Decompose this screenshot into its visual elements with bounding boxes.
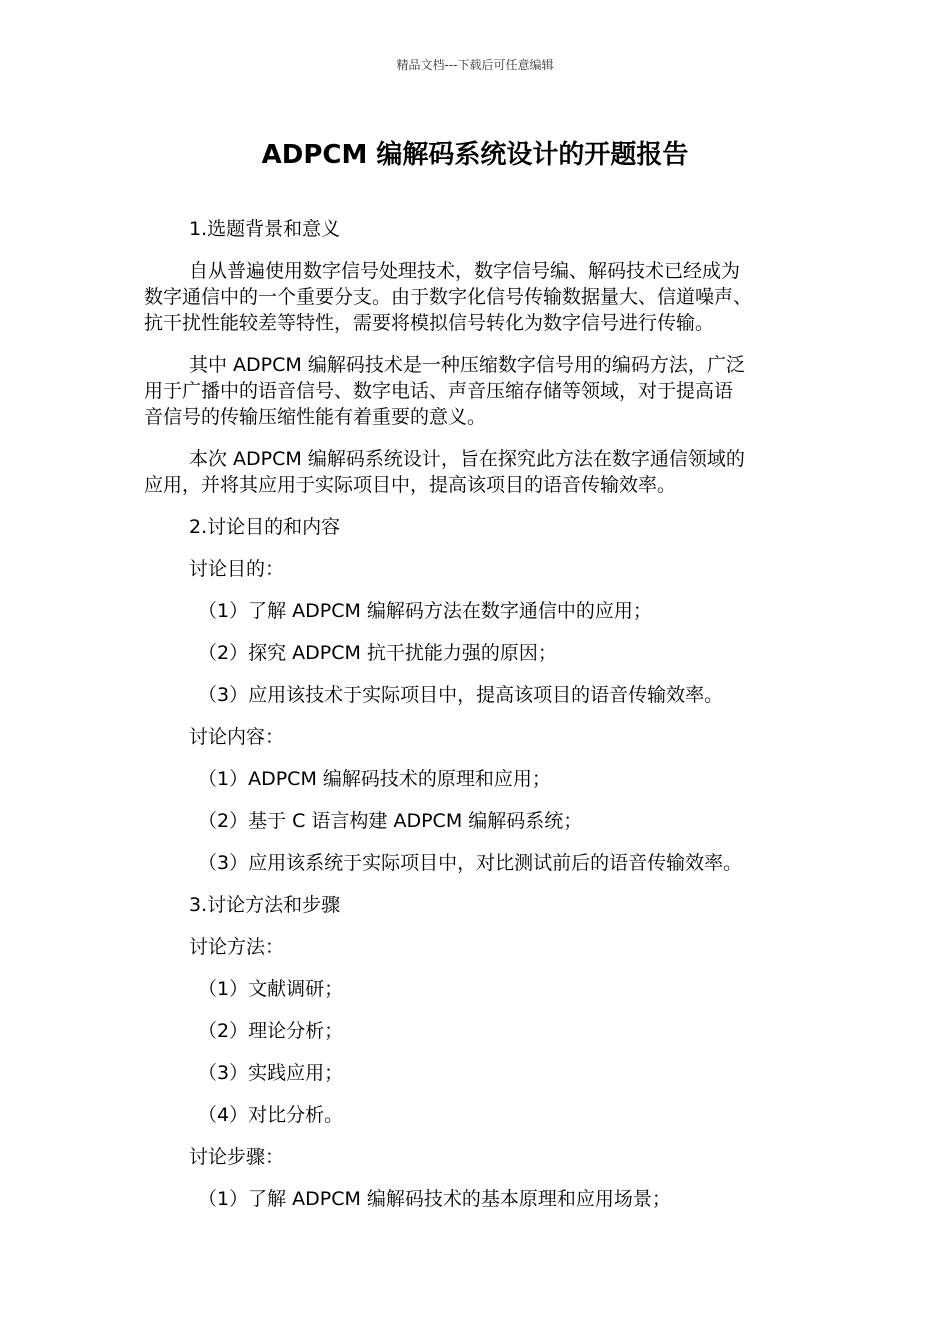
page-header: 精品文档---下载后可任意编辑 [396,58,554,72]
paragraph-line: 自从普遍使用数字信号处理技术，数字信号编、解码技术已经成为 [189,260,741,282]
list-item: （3）应用该技术于实际项目中，提高该项目的语音传输效率。 [198,684,724,706]
document-title: ADPCM 编解码系统设计的开题报告 [261,140,689,170]
list-item: （1）ADPCM 编解码技术的原理和应用； [198,768,551,790]
paragraph-line: 本次 ADPCM 编解码系统设计，旨在探究此方法在数字通信领域的 [189,448,745,470]
content-label: 讨论内容： [189,726,285,748]
list-item: （2）基于 C 语言构建 ADPCM 编解码系统； [198,810,583,832]
paragraph-line: 用于广播中的语音信号、数字电话、声音压缩存储等领域，对于提高语 [144,380,734,402]
paragraph-line: 其中 ADPCM 编解码技术是一种压缩数字信号用的编码方法，广泛 [189,354,745,376]
list-item: （3）实践应用； [198,1062,344,1084]
section-heading-purpose-content: 2.讨论目的和内容 [189,516,341,538]
list-item: （1）文献调研； [198,978,344,1000]
paragraph-line: 数字通信中的一个重要分支。由于数字化信号传输数据量大、信道噪声、 [144,286,753,308]
paragraph-background [144,258,794,336]
list-item: （1）了解 ADPCM 编解码方法在数字通信中的应用； [198,600,652,622]
paragraph-line: 抗干扰性能较差等特性，需要将模拟信号转化为数字信号进行传输。 [144,312,715,334]
paragraph-design-goal [144,446,794,498]
paragraph-line: 音信号的传输压缩性能有着重要的意义。 [144,406,487,428]
steps-label: 讨论步骤： [189,1146,285,1168]
list-item: （2）探究 ADPCM 抗干扰能力强的原因； [198,642,557,664]
list-item: （1）了解 ADPCM 编解码技术的基本原理和应用场景； [198,1188,671,1210]
method-label: 讨论方法： [189,936,285,958]
list-item: （3）应用该系统于实际项目中，对比测试前后的语音传输效率。 [198,852,743,874]
section-heading-background: 1.选题背景和意义 [189,218,341,240]
paragraph-adpcm-intro [144,352,794,430]
paragraph-line: 应用，并将其应用于实际项目中，提高该项目的语音传输效率。 [144,474,677,496]
section-heading-methods-steps: 3.讨论方法和步骤 [189,894,341,916]
list-item: （2）理论分析； [198,1020,344,1042]
purpose-label: 讨论目的： [189,558,285,580]
list-item: （4）对比分析。 [198,1104,344,1126]
document-body [144,216,794,1228]
